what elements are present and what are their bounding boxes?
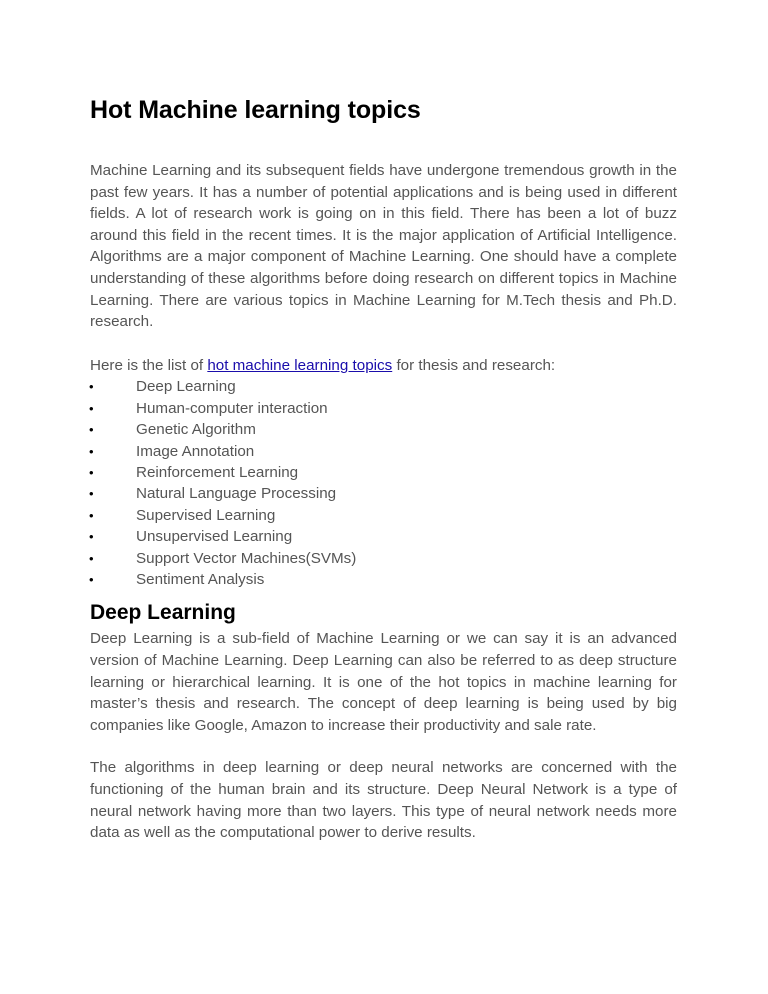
list-item-label: Reinforcement Learning — [136, 463, 299, 481]
list-item — [90, 398, 677, 419]
topics-list — [90, 376, 677, 590]
list-item — [90, 376, 677, 397]
list-item — [90, 419, 677, 440]
bullet-icon: • — [89, 572, 94, 587]
bullet-icon: • — [89, 443, 94, 459]
list-item — [90, 505, 677, 526]
intro-paragraph: Machine Learning and its subsequent fields have undergone tremendous growth in the past few years. It has a number of potential applications and is being used in different fields. A lot of research work is going on in this field. There has been a lot of buzz around this field in the recent times. It is the major application of Artificial Intelligence. Algorithms are a major component of Machine Learning. One should have a complete understanding of these algorithms before doing research on different topics in Machine Learning. There are various topics in Machine Learning for M.Tech thesis and Ph.D. research. — [90, 162, 677, 331]
deep-learning-heading: Deep Learning — [90, 601, 236, 625]
list-item-label: Image Annotation — [136, 442, 255, 460]
bullet-icon: • — [89, 464, 94, 480]
list-item-label: Deep Learning — [136, 378, 236, 396]
list-intro-before: Here is the list of — [90, 356, 208, 374]
page-title: Hot Machine learning topics — [90, 96, 421, 124]
list-intro-after: for thesis and research: — [392, 356, 556, 374]
list-item-label: Support Vector Machines(SVMs) — [136, 549, 357, 567]
list-item-label: Human-computer interaction — [136, 399, 328, 417]
list-item — [90, 483, 677, 504]
list-intro — [90, 355, 677, 377]
list-item — [90, 441, 677, 462]
document-page — [90, 92, 677, 844]
bullet-icon: • — [89, 379, 94, 395]
list-item — [90, 526, 677, 547]
hot-topics-link[interactable]: hot machine learning topics — [207, 356, 393, 374]
list-item — [90, 462, 677, 483]
bullet-icon: • — [89, 550, 94, 566]
list-item-label: Sentiment Analysis — [136, 571, 265, 588]
list-item — [90, 569, 677, 590]
bullet-icon: • — [89, 400, 94, 416]
list-item — [90, 548, 677, 569]
list-item-label: Natural Language Processing — [136, 485, 337, 503]
bullet-icon: • — [89, 507, 94, 523]
bullet-icon: • — [89, 422, 94, 438]
list-item-label: Genetic Algorithm — [136, 421, 256, 439]
deep-learning-paragraph-2: The algorithms in deep learning or deep neural networks are concerned with the functioning of the human brain and its structure. Deep Neural Network is a type of neural network having more than two layers. This type of neural network needs more data as well as the computational power to derive results. — [90, 759, 677, 842]
list-item-label: Unsupervised Learning — [136, 528, 293, 546]
bullet-icon: • — [89, 486, 94, 502]
bullet-icon: • — [89, 529, 94, 545]
list-item-label: Supervised Learning — [136, 506, 276, 524]
deep-learning-paragraph-1: Deep Learning is a sub-field of Machine Learning or we can say it is an advanced version of Machine Learning. Deep Learning can also be referred to as deep structure learning or hierarchical learning. It is one of the hot topics in machine learning for master’s thesis and research. The concept of deep learning is being used by big companies like Google, Amazon to increase their productivity and sale rate. — [90, 630, 677, 734]
